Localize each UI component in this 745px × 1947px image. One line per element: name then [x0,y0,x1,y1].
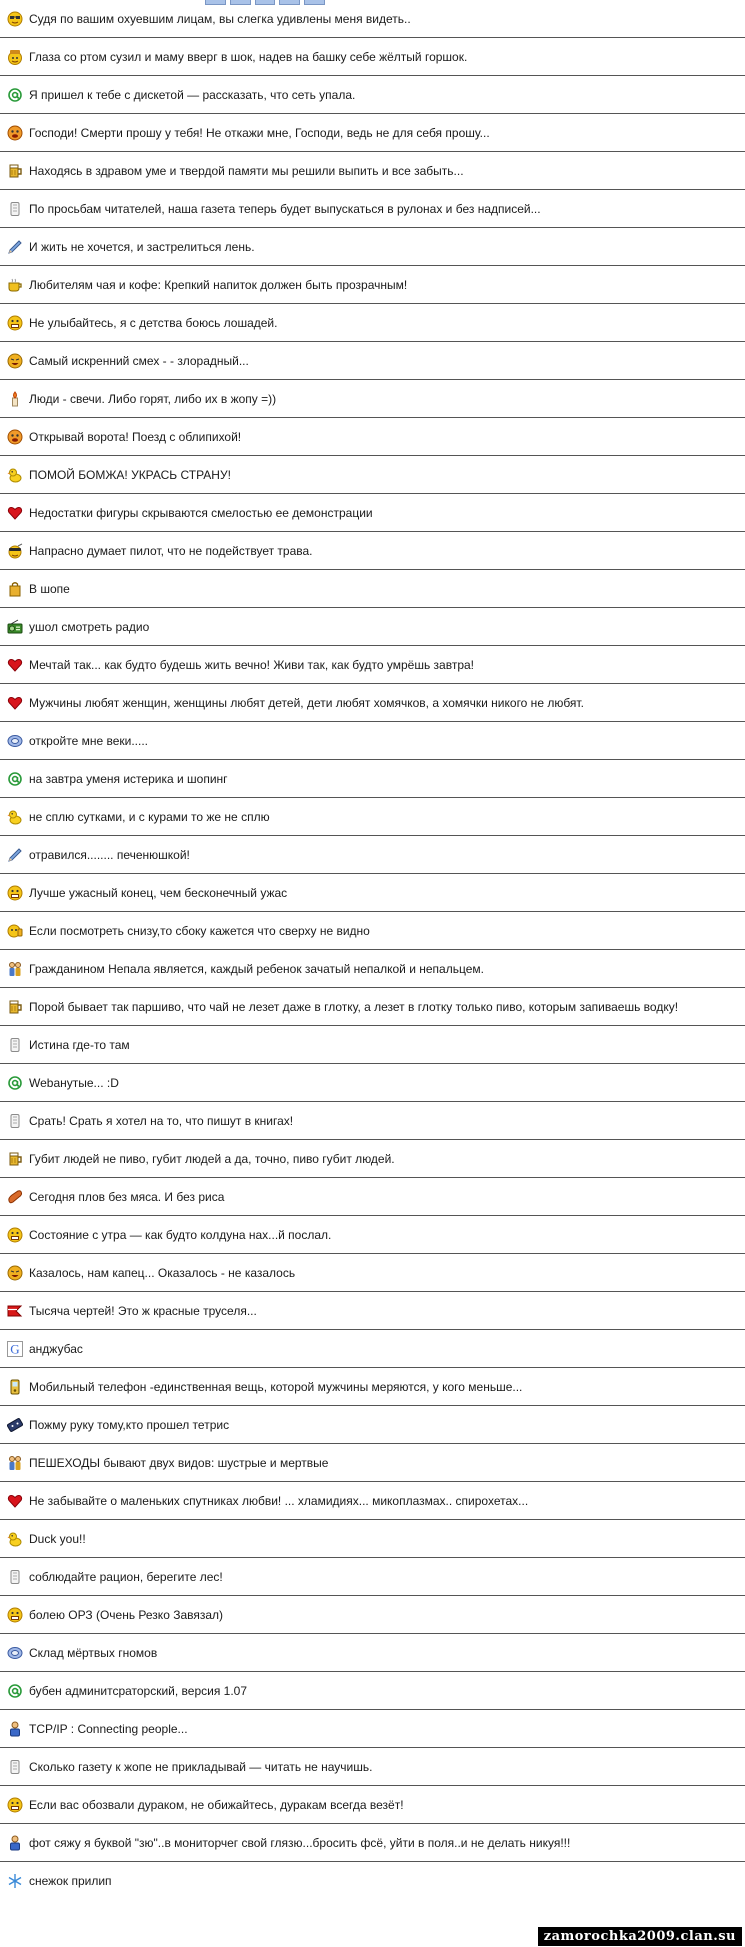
status-row [0,114,745,152]
status-row [0,494,745,532]
at-sign-icon [7,87,23,103]
status-row [0,1444,745,1482]
status-row [0,1216,745,1254]
smiley-hat-icon [7,49,23,65]
smiley-red-icon [7,429,23,445]
status-text: TCP/IP : Connecting people... [29,1721,188,1736]
status-row [0,684,745,722]
status-text: Господи! Смерти прошу у тебя! Не откажи мне, Господи, ведь не для себя прошу... [29,125,490,140]
pencil-icon [7,239,23,255]
heart-icon [7,1493,23,1509]
status-text: на завтра уменя истерика и шопинг [29,771,228,786]
status-row [0,912,745,950]
duck-icon [7,467,23,483]
disk-icon [7,733,23,749]
smiley-grin-icon [7,1265,23,1281]
paper-roll-icon [7,201,23,217]
status-text: не сплю сутками, и с курами то же не сплю [29,809,270,824]
at-sign-icon [7,771,23,787]
smiley-pilot-icon [7,543,23,559]
status-text: Сегодня плов без мяса. И без риса [29,1189,225,1204]
status-text: Webанутые... :D [29,1075,119,1090]
status-row [0,646,745,684]
status-row [0,418,745,456]
status-text: соблюдайте рацион, берегите лес! [29,1569,223,1584]
smiley-grin-icon [7,353,23,369]
status-text: Если вас обозвали дураком, не обижайтесь, дуракам всегда везёт! [29,1797,404,1812]
smiley-teeth-icon [7,1227,23,1243]
status-row [0,1672,745,1710]
status-text: По просьбам читателей, наша газета теперь будет выпускаться в рулонах и без надписей... [29,201,541,216]
status-text: Гражданином Непала является, каждый ребенок зачатый непалкой и непальцем. [29,961,484,976]
status-row [0,1102,745,1140]
status-text: Глаза со ртом сузил и маму вверг в шок, надев на башку себе жёлтый горшок. [29,49,468,64]
status-text: Сколько газету к жопе не прикладывай — читать не научишь. [29,1759,373,1774]
status-text: откройте мне веки..... [29,733,148,748]
status-row [0,456,745,494]
status-text: снежок прилип [29,1874,112,1888]
mobile-phone-icon [7,1379,23,1395]
smiley-teeth-icon [7,1607,23,1623]
status-text: Открывай ворота! Поезд с облипихой! [29,429,242,444]
status-text: Мечтай так... как будто будешь жить вечно! Живи так, как будто умрёшь завтра! [29,657,474,672]
status-row [0,1520,745,1558]
status-text: отравился........ печенюшкой! [29,847,190,862]
status-row [0,76,745,114]
status-text: Мужчины любят женщин, женщины любят детей, дети любят хомячков, а хомячки никого не любят. [29,695,584,710]
status-row [0,1786,745,1824]
disk-icon [7,1645,23,1661]
smiley-thumb-icon [7,923,23,939]
coffee-cup-icon [7,277,23,293]
smiley-red-icon [7,125,23,141]
status-row [0,0,745,38]
status-row [0,950,745,988]
status-row [0,1406,745,1444]
beer-mug-icon [7,999,23,1015]
person-blue-icon [7,1835,23,1851]
status-row [0,836,745,874]
status-row [0,266,745,304]
status-text: Склад мёртвых гномов [29,1645,158,1660]
status-text: Пожму руку тому,кто прошел тетрис [29,1417,230,1432]
heart-icon [7,657,23,673]
person-blue-icon [7,1721,23,1737]
status-text: Находясь в здравом уме и твердой памяти мы решили выпить и все забыть... [29,163,464,178]
status-text: болею ОРЗ (Очень Резко Завязал) [29,1607,224,1622]
status-row [0,1368,745,1406]
status-row [0,608,745,646]
status-text: Истина где-то там [29,1037,130,1052]
status-text: Казалось, нам капец... Оказалось - не казалось [29,1265,296,1280]
status-row [0,1254,745,1292]
status-text: ушол смотреть радио [29,619,150,634]
status-text: Порой бывает так паршиво, что чай не лезет даже в глотку, а лезет в глотку только пиво, которым запиваешь водку! [29,999,679,1014]
status-text: ПЕШЕХОДЫ бывают двух видов: шустрые и мертвые [29,1455,329,1470]
status-row [0,1140,745,1178]
status-row [0,1824,745,1862]
status-text: Люди - свечи. Либо горят, либо их в жопу =)) [29,391,277,406]
status-row [0,1178,745,1216]
red-flag-icon [7,1303,23,1319]
status-text: бубен админитсраторский, версия 1.07 [29,1683,248,1698]
status-text: В шопе [29,581,70,596]
paper-roll-icon [7,1759,23,1775]
google-g-icon [7,1341,23,1357]
status-row [0,342,745,380]
status-row [0,1558,745,1596]
status-text: Не забывайте о маленьких спутниках любви! ... хламидиях... микоплазмах.. спирохетах... [29,1493,529,1508]
heart-icon [7,695,23,711]
paper-roll-icon [7,1037,23,1053]
status-text: Не улыбайтесь, я с детства боюсь лошадей. [29,315,278,330]
smiley-teeth-icon [7,315,23,331]
radio-icon [7,619,23,635]
status-row [0,190,745,228]
paper-roll-icon [7,1569,23,1585]
paper-roll-icon [7,1113,23,1129]
status-text: Любителям чая и кофе: Крепкий напиток должен быть прозрачным! [29,277,408,292]
status-row [0,1026,745,1064]
status-text: Мобильный телефон -единственная вещь, которой мужчины меряются, у кого меньше... [29,1379,523,1394]
status-text: фот сяжу я буквой "зю"..в мониторчег свой глязю...бросить фсё, уйти в поля..и не делать никуя!!! [29,1835,571,1850]
people-icon [7,961,23,977]
status-row [0,38,745,76]
beer-mug-icon [7,163,23,179]
status-row [0,798,745,836]
pencil-icon [7,847,23,863]
status-row [0,1862,745,1900]
sausage-icon [7,1189,23,1205]
status-row [0,1330,745,1368]
smiley-teeth-icon [7,1797,23,1813]
status-text: И жить не хочется, и застрелиться лень. [29,239,255,254]
status-text: Я пришел к тебе с дискетой — рассказать, что сеть упала. [29,87,356,102]
status-row [0,1710,745,1748]
status-row [0,570,745,608]
status-text: Лучше ужасный конец, чем бесконечный ужас [29,885,288,900]
shopping-bag-icon [7,581,23,597]
beer-mug-icon [7,1151,23,1167]
status-row [0,304,745,342]
status-text: Судя по вашим охуевшим лицам, вы слегка удивлены меня видеть.. [29,11,411,26]
status-text: Губит людей не пиво, губит людей а да, точно, пиво губит людей. [29,1151,395,1166]
smiley-teeth-icon [7,885,23,901]
domino-icon [7,1417,23,1433]
status-text: Срать! Срать я хотел на то, что пишут в книгах! [29,1113,294,1128]
status-row [0,228,745,266]
status-text: ПОМОЙ БОМЖА! УКРАСЬ СТРАНУ! [29,467,231,482]
status-text: Состояние с утра — как будто колдуна нах...й послал. [29,1227,332,1242]
status-row [0,380,745,418]
heart-icon [7,505,23,521]
status-row [0,1634,745,1672]
svg-text:G: G [10,1341,20,1356]
duck-icon [7,1531,23,1547]
status-row [0,722,745,760]
status-row [0,1748,745,1786]
status-text: Напрасно думает пилот, что не подействует трава. [29,543,313,558]
watermark: zamorochka2009.clan.su [538,1927,742,1946]
status-row [0,1292,745,1330]
status-row [0,152,745,190]
candle-icon [7,391,23,407]
at-sign-icon [7,1075,23,1091]
status-row [0,988,745,1026]
status-row [0,1064,745,1102]
status-text: Duck you!! [29,1531,86,1546]
status-row [0,760,745,798]
duck-icon [7,809,23,825]
snowflake-icon [7,1873,23,1889]
status-text: Тысяча чертей! Это ж красные труселя... [29,1303,257,1318]
status-row [0,1596,745,1634]
status-text: Недостатки фигуры скрываются смелостью ее демонстрации [29,505,373,520]
smiley-glasses-icon [7,11,23,27]
status-text: Если посмотреть снизу,то сбоку кажется что сверху не видно [29,923,370,938]
status-text: анджубас [29,1341,83,1356]
status-text: Самый искренний смех - - злорадный... [29,353,249,368]
people-icon [7,1455,23,1471]
status-row [0,874,745,912]
status-row [0,1482,745,1520]
at-sign-icon [7,1683,23,1699]
status-row [0,532,745,570]
